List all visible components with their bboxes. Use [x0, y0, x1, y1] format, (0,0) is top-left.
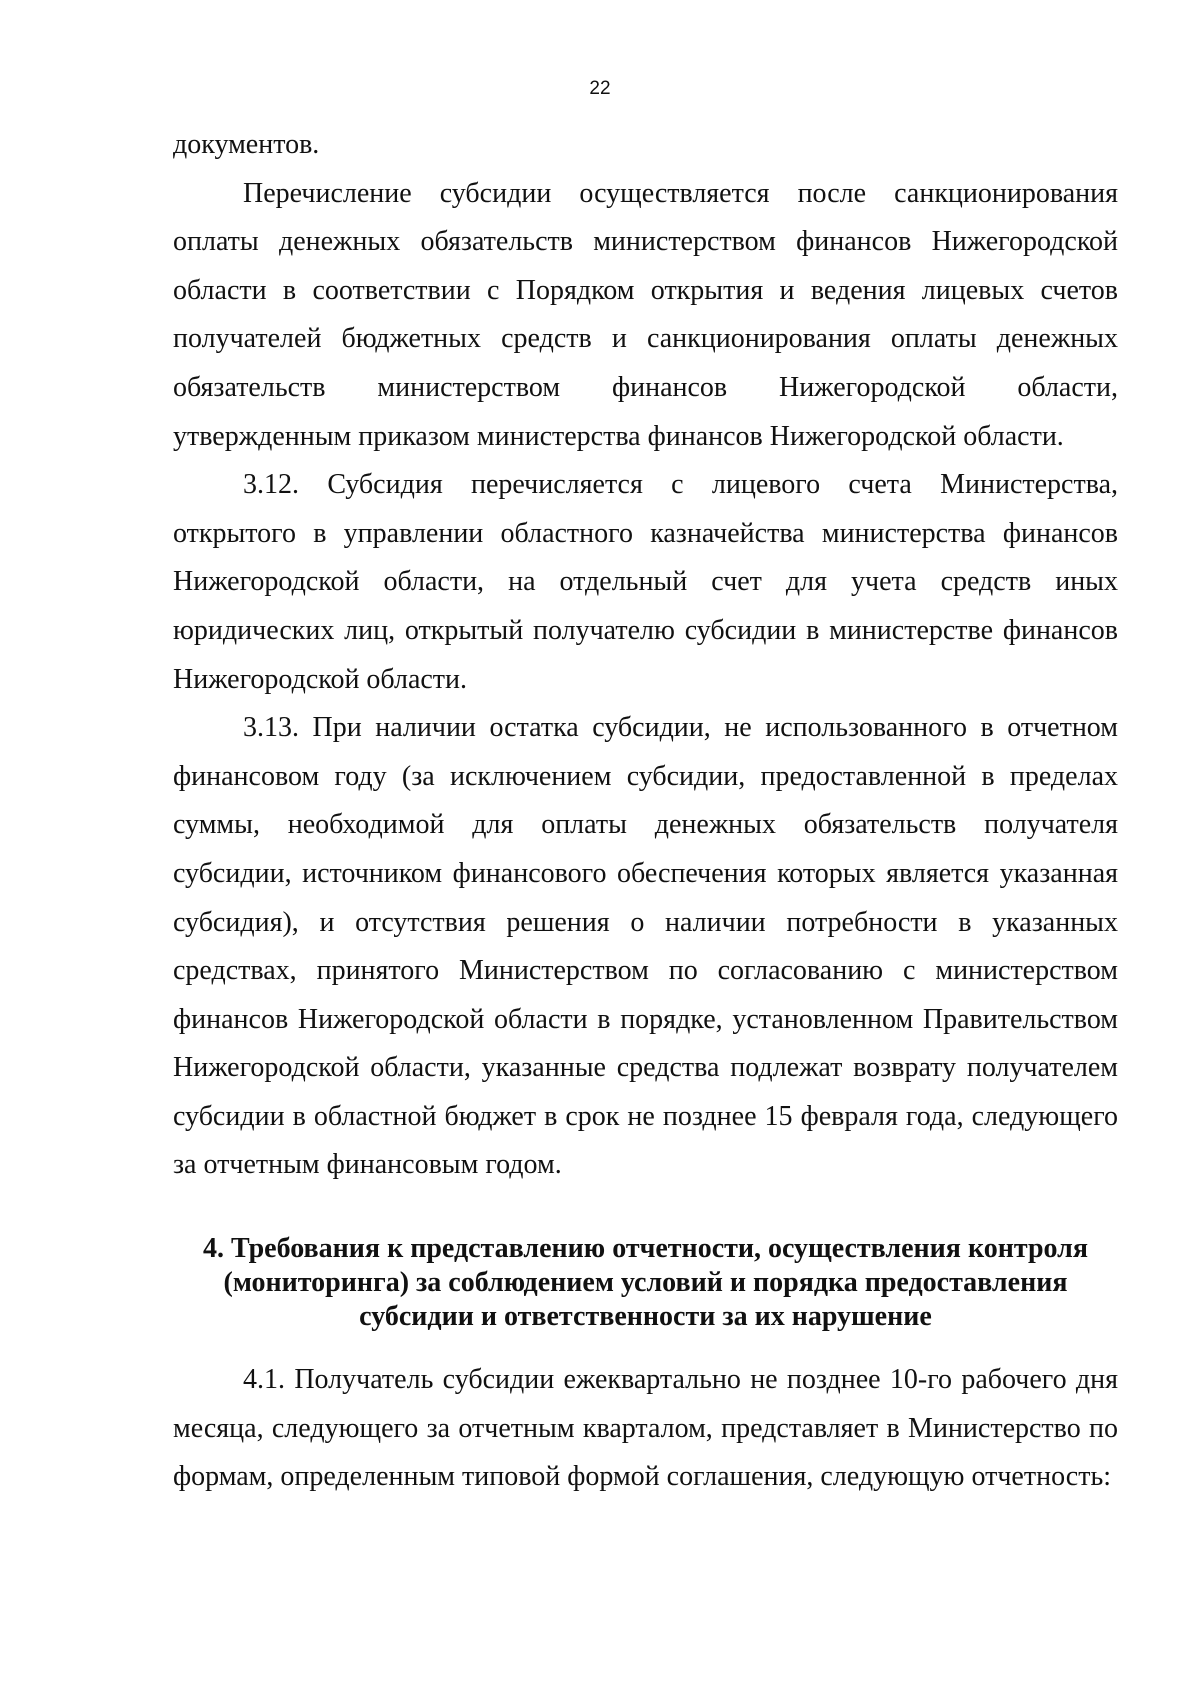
document-body	[173, 121, 1118, 1502]
paragraph-4-1: 4.1. Получатель субсидии ежеквартально не позднее 10-го рабочего дня месяца, следующего за отчетным кварталом, представляет в Министерство по формам, определенным типовой формой соглашения, следующую отчетность:	[173, 1364, 1118, 1493]
section-heading-line-1: 4. Требования к представлению отчетности, осуществления контроля	[202, 1233, 1089, 1265]
section-heading-line-3: субсидии и ответственности за их нарушение	[359, 1301, 932, 1333]
page-number: 22	[589, 78, 611, 99]
section-heading	[173, 1232, 1118, 1334]
paragraph-3-12: 3.12. Субсидия перечисляется с лицевого счета Министерства, открытого в управлении областного казначейства министерства финансов Нижегородской области, на отдельный счет для учета средств иных юридических лиц, открытый получателю субсидии в министерстве финансов Нижегородской области.	[173, 469, 1118, 695]
paragraph-continuation: документов.	[173, 129, 320, 160]
paragraph-subsidy-transfer: Перечисление субсидии осуществляется после санкционирования оплаты денежных обязательств министерством финансов Нижегородской области в соответствии с Порядком открытия и ведения лицевых счетов получателей бюджетных средств и санкционирования оплаты денежных обязательств министерством финансов Нижегородской области, утвержденным приказом министерства финансов Нижегородской области.	[173, 177, 1118, 452]
paragraph-3-13: 3.13. При наличии остатка субсидии, не использованного в отчетном финансовом году (за исключением субсидии, предоставленной в пределах суммы, необходимой для оплаты денежных обязательств получателя субсидии, источником финансового обеспечения которых является указанная субсидия), и отсутствия решения о наличии потребности в указанных средствах, принятого Министерством по согласованию с министерством финансов Нижегородской области в порядке, установленном Правительством Нижегородской области, указанные средства подлежат возврату получателем субсидии в областной бюджет в срок не позднее 15 февраля года, следующего за отчетным финансовым годом.	[173, 712, 1118, 1181]
section-heading-line-2: (мониторинга) за соблюдением условий и порядка предоставления	[223, 1267, 1068, 1299]
